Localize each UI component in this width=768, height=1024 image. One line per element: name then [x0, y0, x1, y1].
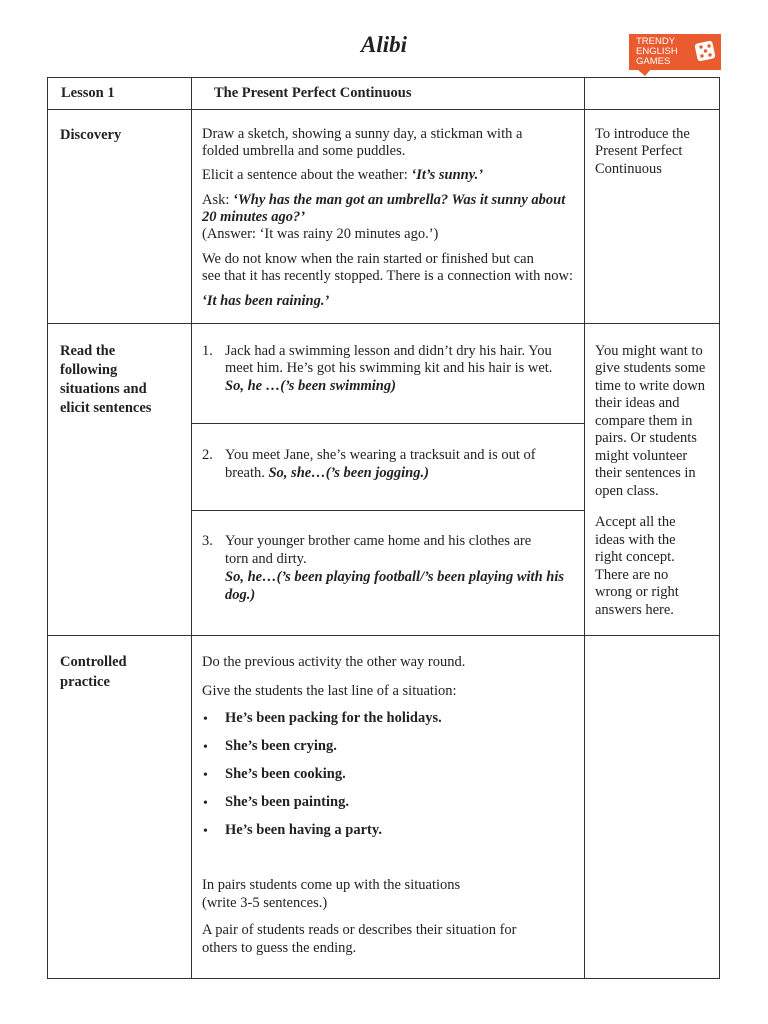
discovery-text-1: Draw a sketch, showing a sunny day, a stickman with a [202, 126, 523, 142]
dice-icon [695, 40, 717, 62]
situations-note2-line: There are no [595, 567, 669, 583]
situations-note-line: give students some [595, 360, 706, 376]
situations-note-line: their sentences in [595, 465, 696, 481]
situation-1-answer: So, he …(’s been swimming) [225, 378, 396, 394]
logo-text [636, 37, 678, 67]
logo-line-2: ENGLISH [636, 46, 678, 57]
situation-2-line-2 [225, 465, 429, 483]
lesson-number: Lesson 1 [61, 85, 115, 101]
situation-2-number: 2. [202, 447, 213, 463]
bullet-item: He’s been packing for the holidays. [225, 710, 442, 726]
situations-note2-line: answers here. [595, 602, 674, 618]
discovery-text-4b: see that it has recently stopped. There is a connection with now: [202, 268, 573, 284]
situation-3-line-2: torn and dirty. [225, 551, 307, 567]
situations-note-line: might volunteer [595, 448, 688, 464]
bullet-icon: • [203, 740, 208, 755]
controlled-text-2: Give the students the last line of a situation: [202, 683, 457, 699]
controlled-text-4a: A pair of students reads or describes their situation for [202, 922, 517, 938]
page-title: Alibi [360, 32, 407, 57]
bullet-item: He’s been having a party. [225, 822, 382, 838]
situations-note-line: their ideas and [595, 395, 680, 411]
logo-line-1: TRENDY [636, 36, 676, 47]
trendy-english-games-logo [629, 34, 721, 75]
discovery-text-3 [202, 192, 565, 210]
situation-3-number: 3. [202, 533, 213, 549]
situation-1-number: 1. [202, 343, 213, 359]
discovery-question-2: 20 minutes ago?’ [202, 209, 306, 225]
discovery-text-2-plain: Elicit a sentence about the weather: [202, 167, 408, 183]
stage-discovery: Discovery [60, 127, 122, 143]
bullet-item: She’s been painting. [225, 794, 349, 810]
situation-3-answer-2: dog.) [225, 587, 256, 603]
discovery-note-1: To introduce the [595, 126, 690, 142]
bullet-icon: • [203, 712, 208, 727]
column-divider-2 [584, 77, 585, 979]
situations-note2-line: ideas with the [595, 532, 676, 548]
situations-note2-line: right concept. [595, 549, 675, 565]
discovery-text-2-example: ‘It’s sunny.’ [411, 167, 484, 183]
situation-1-line-2: meet him. He’s got his swimming kit and his hair is wet. [225, 360, 553, 376]
logo-line-3: GAMES [636, 56, 671, 67]
row-divider-situations [47, 635, 720, 636]
discovery-question-1: ‘Why has the man got an umbrella? Was it sunny about [233, 192, 566, 208]
situation-2-line-2-plain: breath. [225, 465, 265, 481]
stage-situations-1: Read the [60, 343, 116, 359]
stage-situations-3: situations and [60, 381, 147, 397]
controlled-text-3a: In pairs students come up with the situations [202, 877, 461, 893]
situations-note2-line: wrong or right [595, 584, 679, 600]
situation-3-line-1: Your younger brother came home and his clothes are [225, 533, 532, 549]
discovery-note-2: Present Perfect [595, 143, 683, 159]
stage-situations-4: elicit sentences [60, 400, 152, 416]
bullet-item: She’s been crying. [225, 738, 337, 754]
discovery-note-3: Continuous [595, 161, 662, 177]
bullet-icon: • [203, 796, 208, 811]
situations-note-line: compare them in [595, 413, 693, 429]
bullet-icon: • [203, 768, 208, 783]
row-divider-situation-2 [191, 510, 584, 511]
discovery-text-4a: We do not know when the rain started or finished but can [202, 251, 534, 267]
stage-controlled-1: Controlled [60, 654, 127, 670]
controlled-text-4b: others to guess the ending. [202, 940, 357, 956]
situation-3-answer-1: So, he…(’s been playing football/’s been playing with his [225, 569, 565, 585]
situation-1-line-1: Jack had a swimming lesson and didn’t dry his hair. You [225, 343, 552, 359]
controlled-text-3b: (write 3-5 sentences.) [202, 895, 328, 911]
situations-note-line: time to write down [595, 378, 705, 394]
stage-controlled-2: practice [60, 674, 110, 690]
situations-note-line: pairs. Or students [595, 430, 697, 446]
row-divider-discovery [47, 323, 720, 324]
controlled-text-1: Do the previous activity the other way round. [202, 654, 466, 670]
situations-note-line: You might want to [595, 343, 703, 359]
situation-2-answer: So, she…(’s been jogging.) [268, 465, 429, 481]
column-divider-1 [191, 77, 192, 979]
row-divider-header [47, 109, 720, 110]
bullet-item: She’s been cooking. [225, 766, 346, 782]
lesson-topic: The Present Perfect Continuous [214, 85, 412, 101]
discovery-ask-label: Ask: [202, 192, 230, 208]
discovery-text-1b: folded umbrella and some puddles. [202, 143, 406, 159]
stage-situations-2: following [60, 362, 118, 378]
situations-note2-line: Accept all the [595, 514, 676, 530]
situations-note-line: open class. [595, 483, 659, 499]
situation-2-line-1: You meet Jane, she’s wearing a tracksuit and is out of [225, 447, 536, 463]
discovery-answer: (Answer: ‘It was rainy 20 minutes ago.’) [202, 226, 439, 242]
discovery-target-sentence: ‘It has been raining.’ [202, 293, 330, 309]
logo-speech-tail [637, 69, 651, 76]
discovery-text-2 [202, 167, 483, 185]
row-divider-situation-1 [191, 423, 584, 424]
bullet-icon: • [203, 824, 208, 839]
